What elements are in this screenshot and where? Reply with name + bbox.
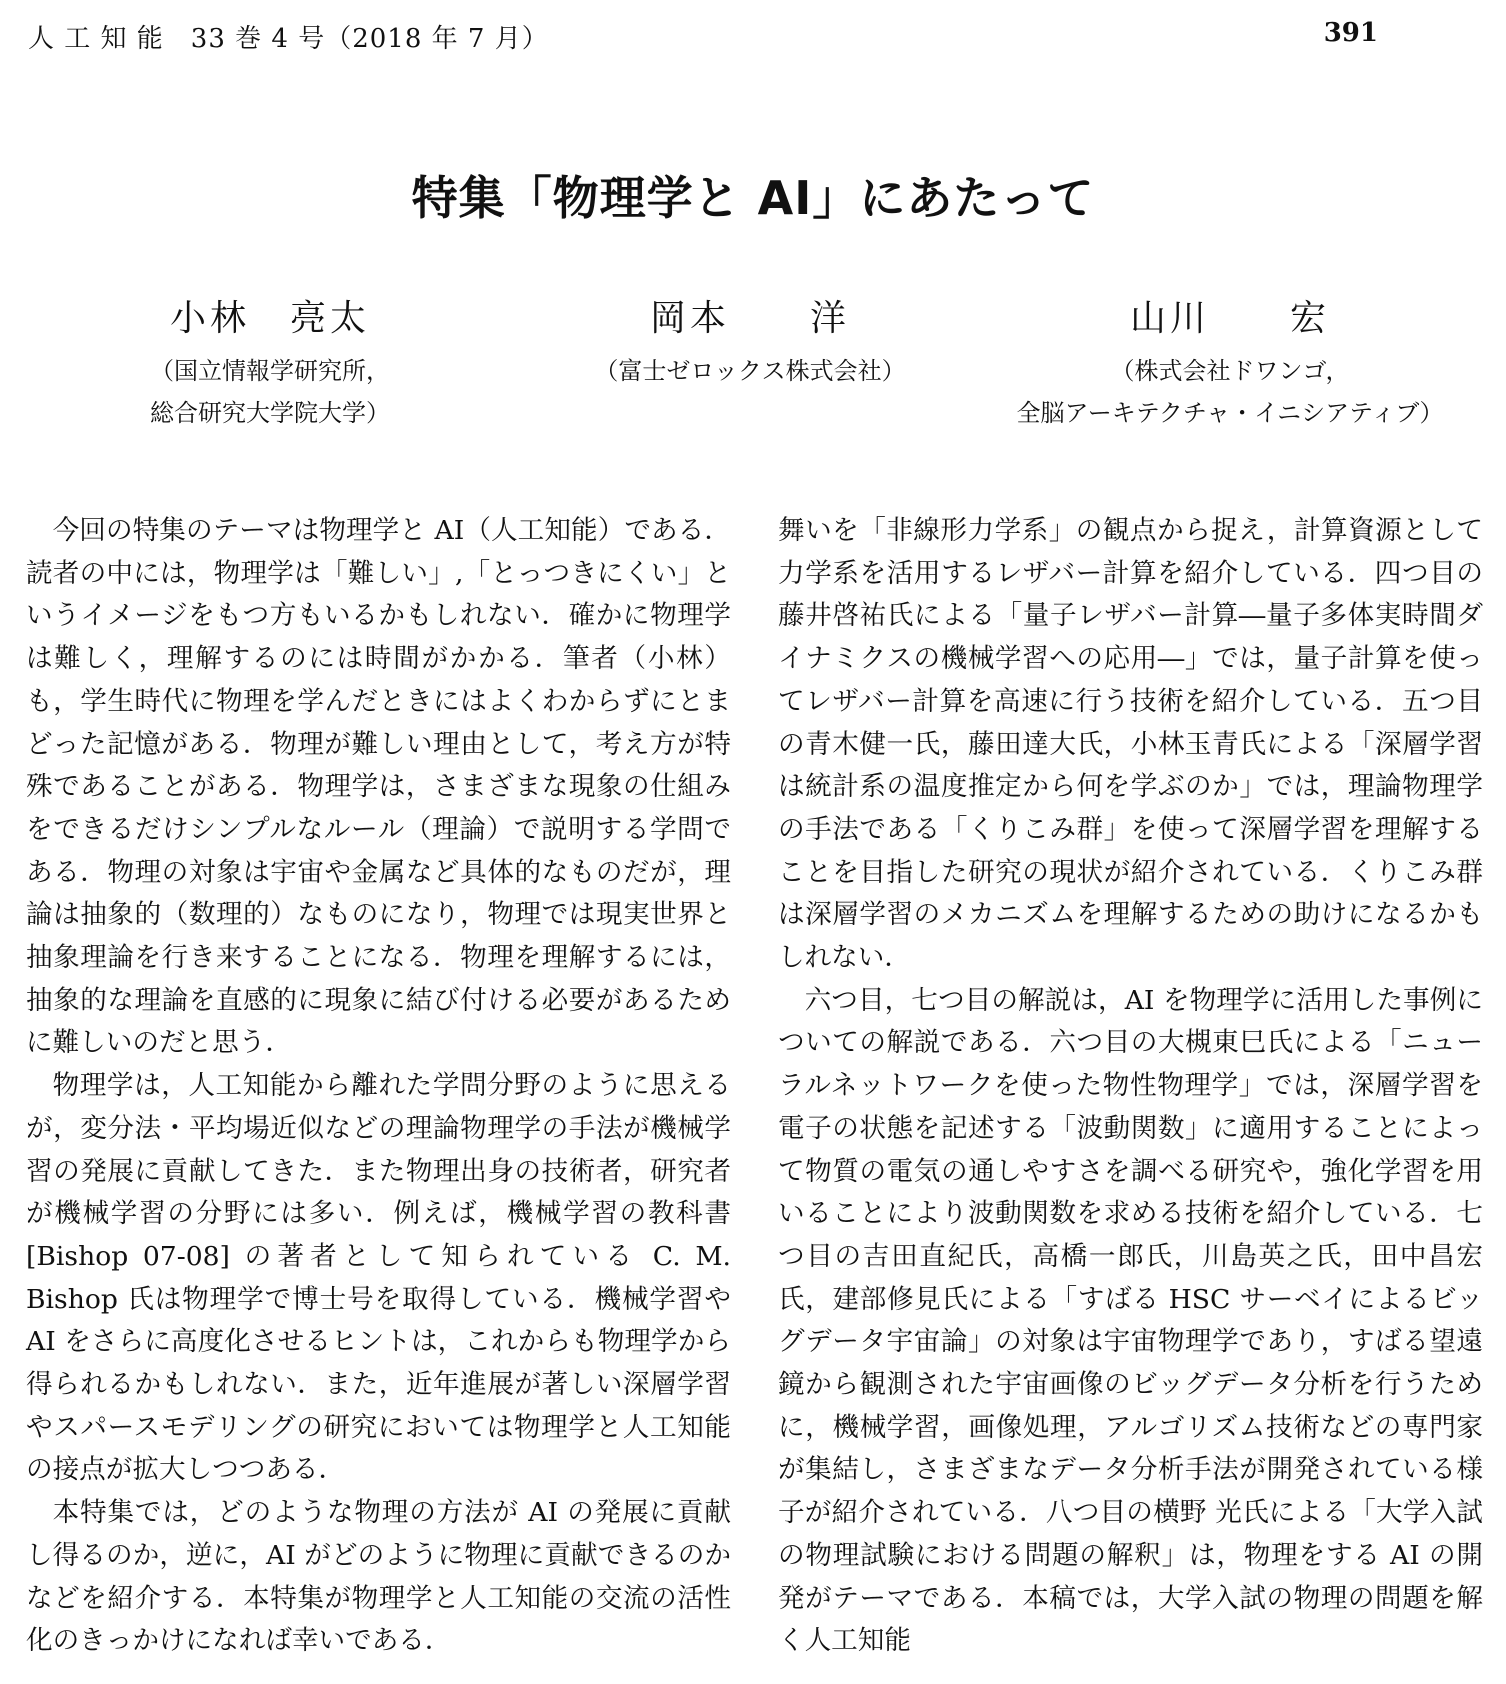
paragraph: 物理学は，人工知能から離れた学問分野のように思えるが，変分法・平均場近似などの理論物理学の手法が機械学習の発展に貢献してきた．また物理出身の技術者，研究者が機械学習の分野には多い．例えば，機械学習の教科書 [Bishop 07-08] の著者として知られている C. M. Bishop 氏は物理学で博士号を取得している．機械学習や AI をさらに高度化させるヒントは，これからも物理学から得られるかもしれない．また，近年進展が著しい深層学習やスパースモデリングの研究においては物理学と人工知能の接点が拡大しつつある． <box>26 1070 731 1486</box>
running-header <box>28 18 1378 58</box>
paragraph: 六つ目，七つ目の解説は，AI を物理学に活用した事例についての解説である．六つ目の大槻東巳氏による「ニューラルネットワークを使った物性物理学」では，深層学習を電子の状態を記述する「波動関数」に適用することによって物質の電気の通しやすさを調べる研究や，強化学習を用いることにより波動関数を求める技術を紹介している．七つ目の吉田直紀氏，高橋一郎氏，川島英之氏，田中昌宏氏，建部修見氏による「すばる HSC サーベイによるビッグデータ宇宙論」の対象は宇宙物理学であり，すばる望遠鏡から観測された宇宙画像のビッグデータ分析を行うために，機械学習，画像処理，アルゴリズム技術などの専門家が集結し，さまざまなデータ分析手法が開発されている様子が紹介されている．八つ目の横野 光氏による「大学入試の物理試験における問題の解釈」は，物理をする AI の開発がテーマである．本稿では，大学入試の物理の問題を解く人工知能 <box>778 984 1483 1657</box>
author-affiliation: （富士ゼロックス株式会社） <box>594 357 906 385</box>
author-affiliation: （国立情報学研究所， 総合研究大学院大学） <box>150 357 390 427</box>
page-number: 391 <box>1323 18 1378 48</box>
author-2 <box>560 296 940 392</box>
article-title: 特集「物理学と AI」にあたって <box>411 171 1095 225</box>
paragraph: 舞いを「非線形力学系」の観点から捉え，計算資源として力学系を活用するレザバー計算を紹介している．四つ目の藤井啓祐氏による「量子レザバー計算―量子多体実時間ダイナミクスの機械学習への応用―」では，量子計算を使ってレザバー計算を高速に行う技術を紹介している．五つ目の青木健一氏，藤田達大氏，小林玉青氏による「深層学習は統計系の温度推定から何を学ぶのか」では，理論物理学の手法である「くりこみ群」を使って深層学習を理解することを目指した研究の現状が紹介されている．くりこみ群は深層学習のメカニズムを理解するための助けになるかもしれない． <box>778 515 1483 974</box>
author-name: 小林 亮太 <box>169 298 370 339</box>
paragraph: 本特集では，どのような物理の方法が AI の発展に貢献し得るのか，逆に，AI がどのように物理に貢献できるのかなどを紹介する．本特集が物理学と人工知能の交流の活性化のきっかけになれば幸いである． <box>26 1497 731 1657</box>
paragraph: 今回の特集のテーマは物理学と AI（人工知能）である．読者の中には，物理学は「難しい」,「とっつきにくい」というイメージをもつ方もいるかもしれない．確かに物理学は難しく，理解するのには時間がかかる．筆者（小林）も，学生時代に物理を学んだときにはよくわからずにとまどった記憶がある．物理が難しい理由として，考え方が特殊であることがある．物理学は，さまざまな現象の仕組みをできるだけシンプルなルール（理論）で説明する学問である．物理の対象は宇宙や金属など具体的なものだが，理論は抽象的（数理的）なものになり，物理では現実世界と抽象理論を行き来することになる．物理を理解するには，抽象的な理論を直感的に現象に結び付ける必要があるために難しいのだと思う． <box>26 515 731 1059</box>
body-column-left <box>26 510 731 1663</box>
author-3 <box>980 296 1480 434</box>
author-affiliation: （株式会社ドワンゴ， 全脳アーキテクチャ・イニシアティブ） <box>1016 357 1444 427</box>
author-1 <box>100 296 440 434</box>
body-column-right <box>778 510 1483 1663</box>
author-name: 岡本 洋 <box>649 298 850 339</box>
author-name: 山川 宏 <box>1129 298 1330 339</box>
journal-info: 人 工 知 能 33 巻 4 号（2018 年 7 月） <box>28 24 549 54</box>
